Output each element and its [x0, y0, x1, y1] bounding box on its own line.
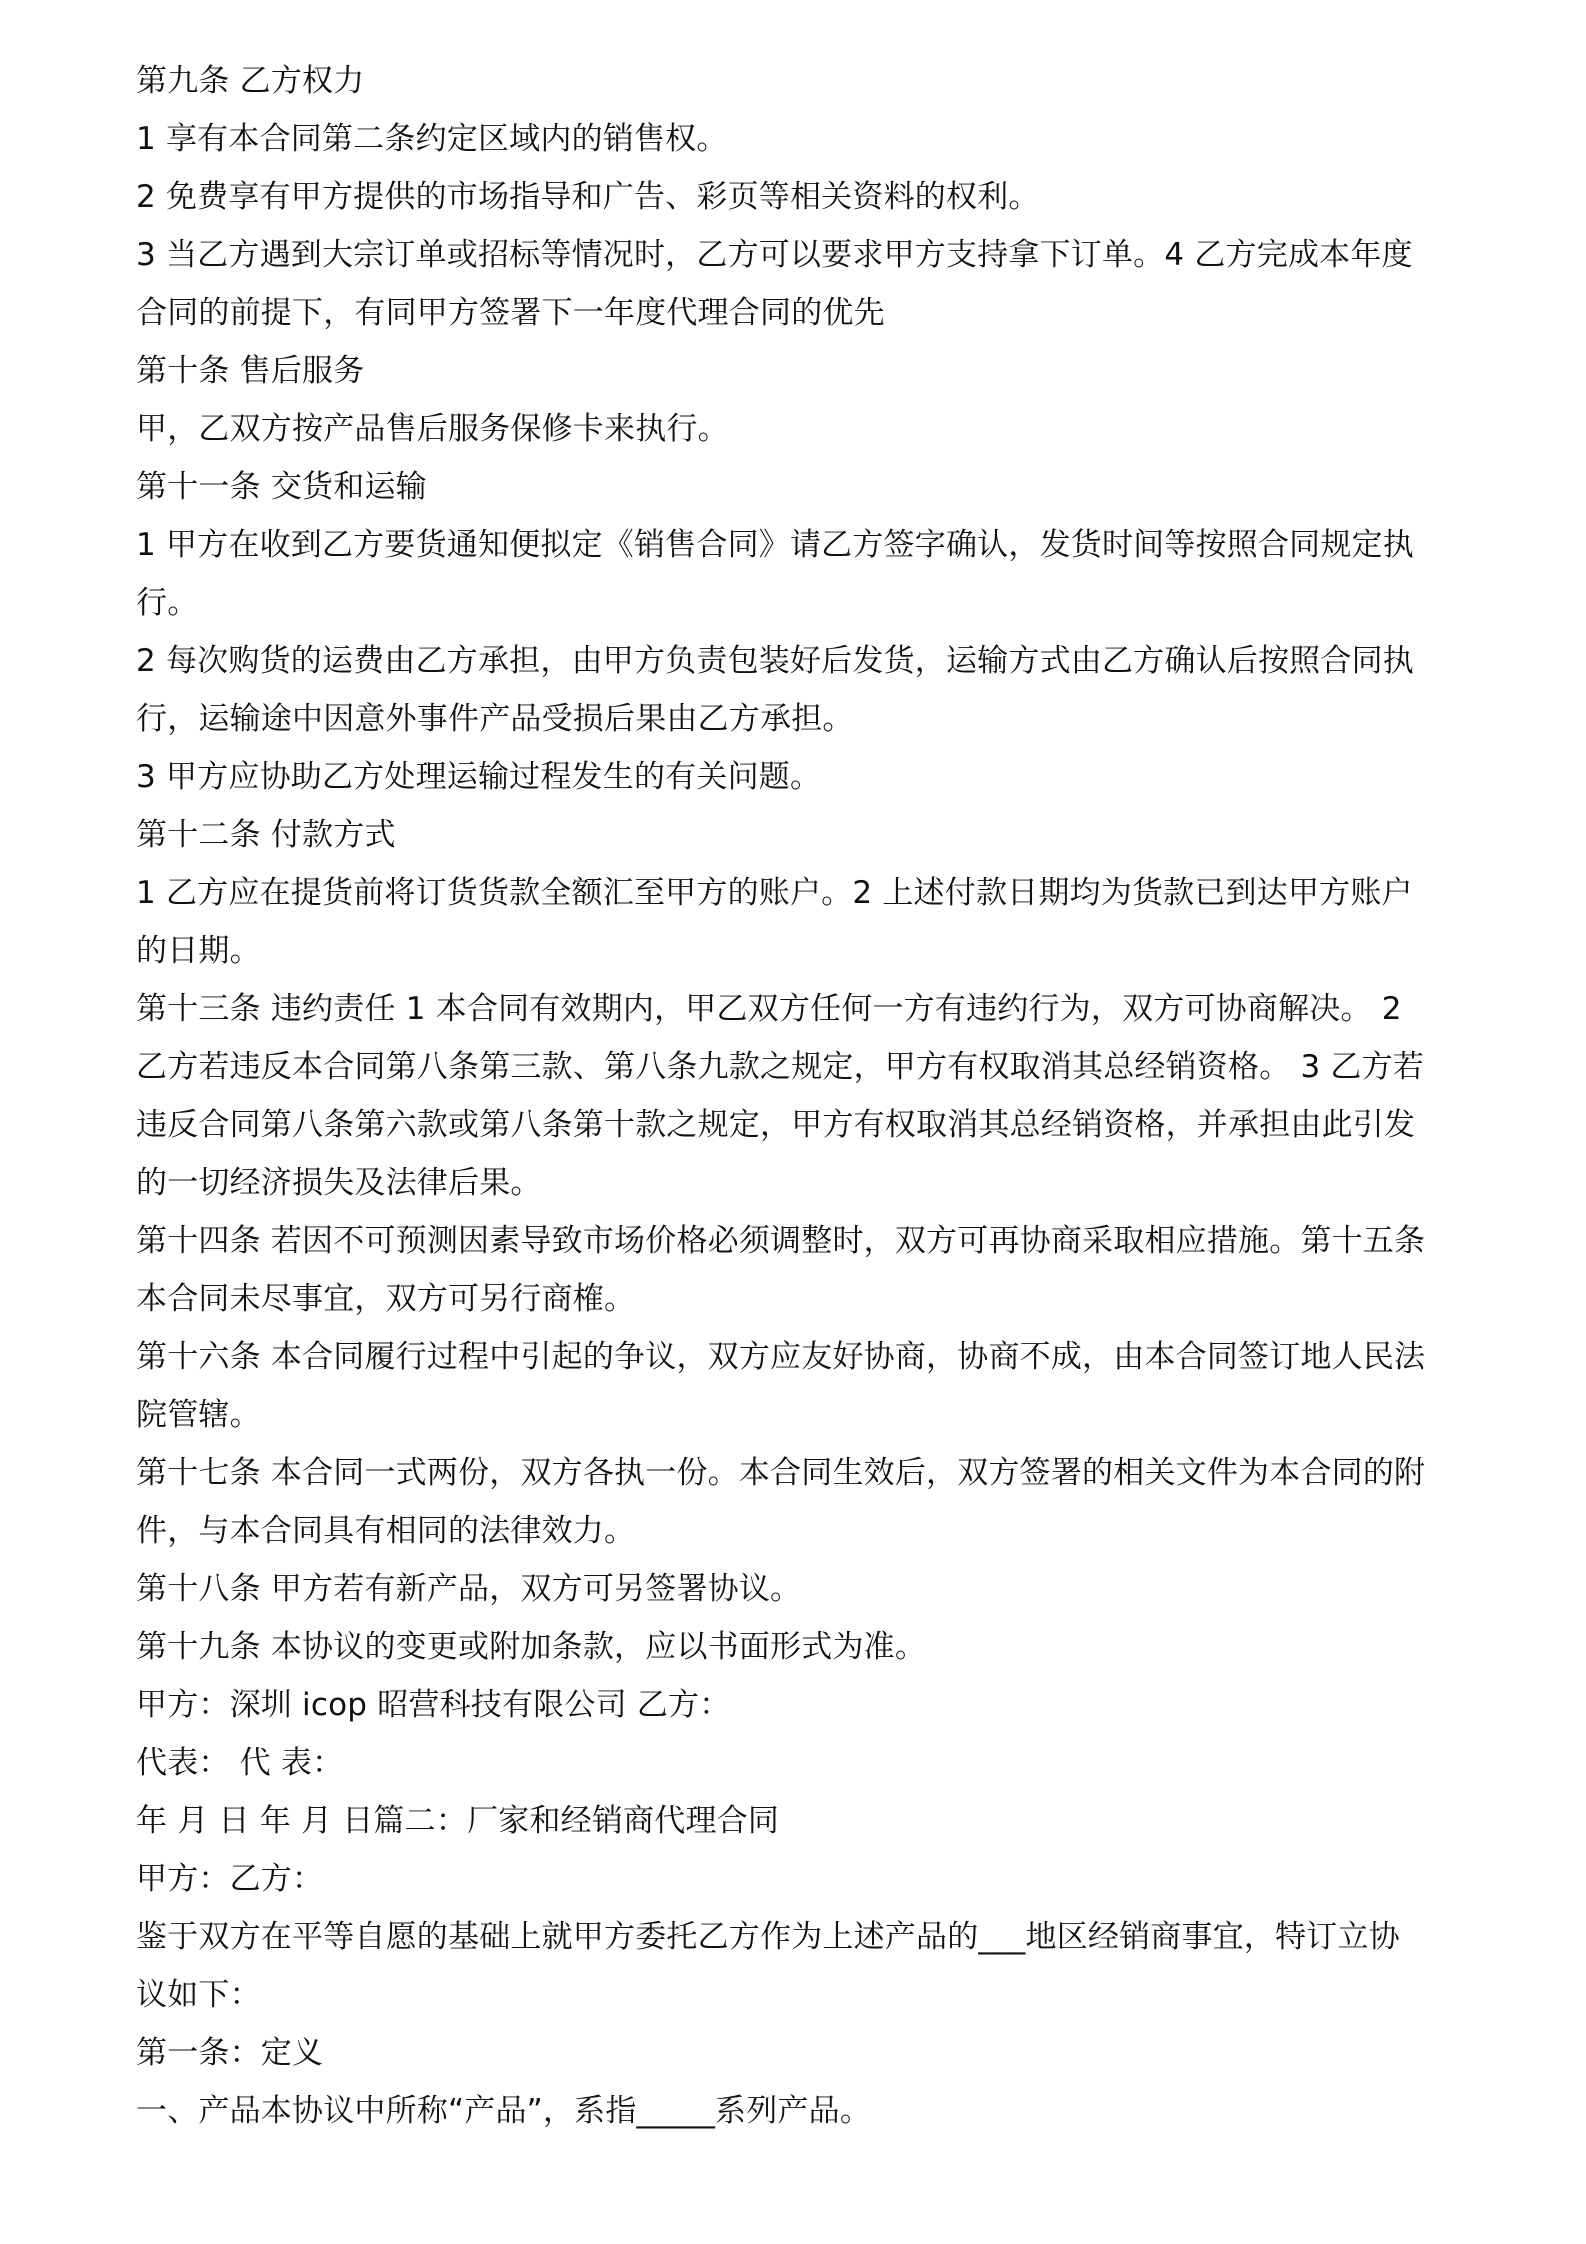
- document-body: [136, 52, 1466, 2140]
- article-15-text-cont: 本合同未尽事宜，双方可另行商榷。: [136, 1281, 636, 1317]
- article-9-clause-1: 1 享有本合同第二条约定区域内的销售权。: [136, 121, 728, 157]
- article-13-text-cont-2: 违反合同第八条第六款或第八条第十款之规定，甲方有权取消其总经销资格，并承担由此引发: [136, 1107, 1416, 1143]
- signing-dates-and-part-two-title: 年 月 日 年 月 日篇二：厂家和经销商代理合同: [136, 1803, 780, 1839]
- party-names: 甲方：深圳 icop 昭营科技有限公司 乙方：: [136, 1687, 731, 1723]
- article-19-text: 第十九条 本协议的变更或附加条款，应以书面形式为准。: [136, 1629, 927, 1665]
- part-two-article-1-heading: 第一条：定义: [136, 2035, 324, 2071]
- article-11-clause-1: 1 甲方在收到乙方要货通知便拟定《销售合同》请乙方签字确认，发货时间等按照合同规定执: [136, 527, 1414, 563]
- article-9-heading: 第九条 乙方权力: [136, 63, 365, 99]
- article-17-text-cont: 件，与本合同具有相同的法律效力。: [136, 1513, 636, 1549]
- article-17-text: 第十七条 本合同一式两份，双方各执一份。本合同生效后，双方签署的相关文件为本合同的附: [136, 1455, 1426, 1491]
- part-two-product-definition: 一、产品本协议中所称“产品”，系指_____系列产品。: [136, 2093, 872, 2129]
- article-10-heading: 第十条 售后服务: [136, 353, 365, 389]
- article-10-text: 甲，乙双方按产品售后服务保修卡来执行。: [136, 411, 729, 447]
- part-two-parties: 甲方：乙方：: [136, 1861, 324, 1897]
- article-14-15-text: 第十四条 若因不可预测因素导致市场价格必须调整时，双方可再协商采取相应措施。第十五条: [136, 1223, 1426, 1259]
- article-18-text: 第十八条 甲方若有新产品，双方可另签署协议。: [136, 1571, 802, 1607]
- article-11-clause-2: 2 每次购货的运费由乙方承担，由甲方负责包装好后发货，运输方式由乙方确认后按照合同执: [136, 643, 1414, 679]
- representatives: 代表： 代 表：: [136, 1745, 344, 1781]
- article-11-heading: 第十一条 交货和运输: [136, 469, 427, 505]
- article-12-clauses: 1 乙方应在提货前将订货货款全额汇至甲方的账户。2 上述付款日期均为货款已到达甲方账户: [136, 875, 1413, 911]
- article-13-text-cont-1: 乙方若违反本合同第八条第三款、第八条九款之规定，甲方有权取消其总经销资格。 3 乙方若: [136, 1049, 1425, 1085]
- part-two-preamble-cont: 议如下：: [136, 1977, 261, 2013]
- article-13-text: 第十三条 违约责任 1 本合同有效期内，甲乙双方任何一方有违约行为，双方可协商解决。 2: [136, 991, 1402, 1027]
- article-9-clause-3: 3 当乙方遇到大宗订单或招标等情况时，乙方可以要求甲方支持拿下订单。4 乙方完成本年度: [136, 237, 1413, 273]
- article-11-clause-2-cont: 行，运输途中因意外事件产品受损后果由乙方承担。: [136, 701, 854, 737]
- article-9-clause-4: 合同的前提下，有同甲方签署下一年度代理合同的优先: [136, 295, 885, 331]
- article-16-text-cont: 院管辖。: [136, 1397, 261, 1433]
- article-11-clause-3: 3 甲方应协助乙方处理运输过程发生的有关问题。: [136, 759, 822, 795]
- article-9-clause-2: 2 免费享有甲方提供的市场指导和广告、彩页等相关资料的权利。: [136, 179, 1040, 215]
- article-12-heading: 第十二条 付款方式: [136, 817, 396, 853]
- article-13-text-cont-3: 的一切经济损失及法律后果。: [136, 1165, 542, 1201]
- article-11-clause-1-cont: 行。: [136, 585, 199, 621]
- article-16-text: 第十六条 本合同履行过程中引起的争议，双方应友好协商，协商不成，由本合同签订地人民法: [136, 1339, 1426, 1375]
- part-two-preamble: 鉴于双方在平等自愿的基础上就甲方委托乙方作为上述产品的___地区经销商事宜，特订立协: [136, 1919, 1400, 1955]
- article-12-clauses-cont: 的日期。: [136, 933, 261, 969]
